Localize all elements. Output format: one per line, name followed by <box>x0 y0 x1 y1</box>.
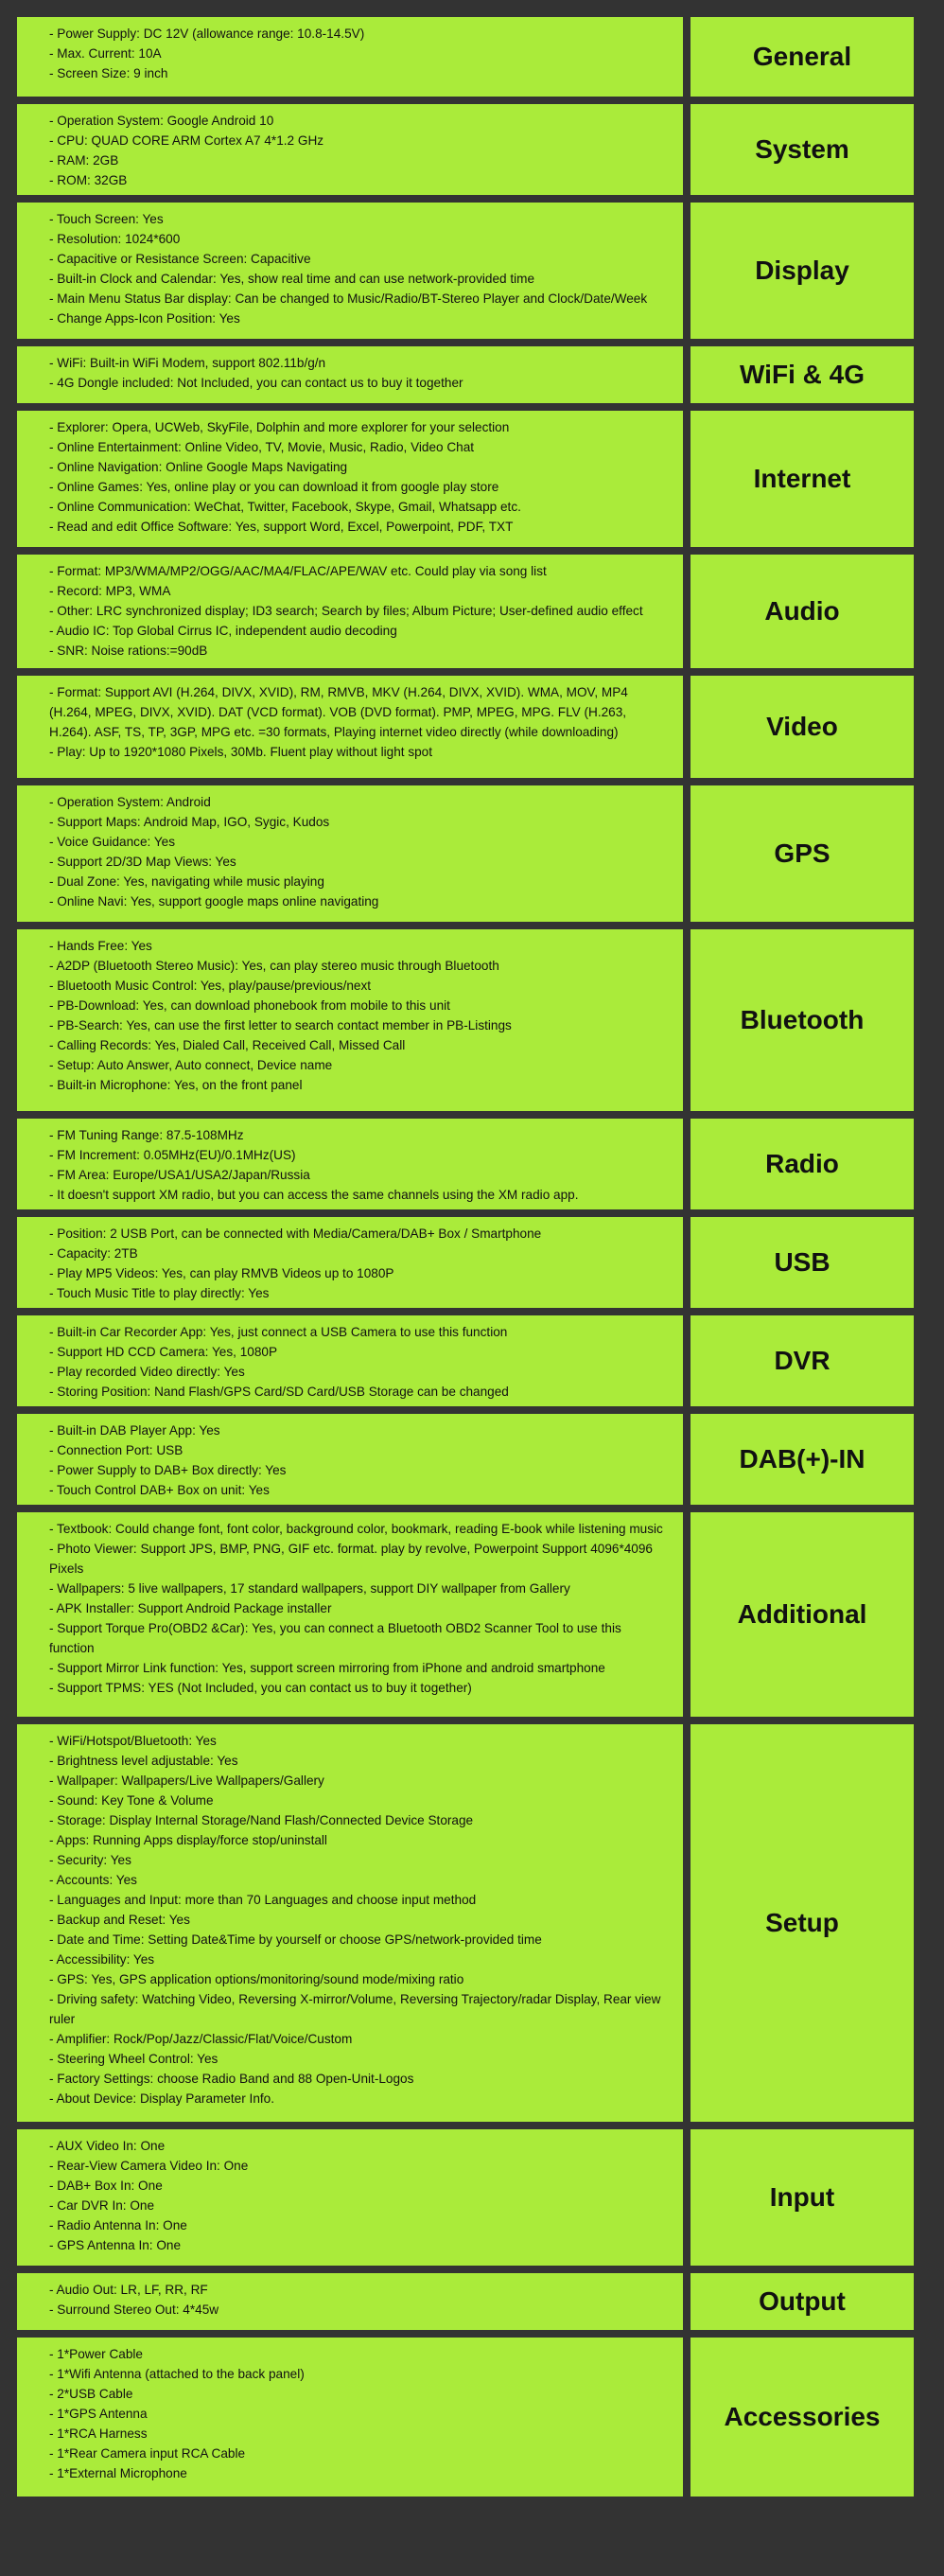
spec-line: - WiFi: Built-in WiFi Modem, support 802.11b/g/n <box>49 356 326 370</box>
spec-details <box>17 1119 683 1209</box>
spec-category-title: General <box>691 17 914 97</box>
spec-line: - Online Entertainment: Online Video, TV, Movie, Music, Radio, Video Chat <box>49 440 475 454</box>
spec-category-title: Additional <box>691 1512 914 1717</box>
spec-line: - RAM: 2GB <box>49 153 119 168</box>
spec-line: - Rear-View Camera Video In: One <box>49 2159 249 2173</box>
spec-line: - Play MP5 Videos: Yes, can play RMVB Videos up to 1080P <box>49 1266 394 1280</box>
spec-line: - 1*Rear Camera input RCA Cable <box>49 2446 246 2461</box>
spec-line: - Support HD CCD Camera: Yes, 1080P <box>49 1345 278 1359</box>
spec-line: - Main Menu Status Bar display: Can be changed to Music/Radio/BT-Stereo Player and Clock/Date/Week <box>49 291 648 306</box>
spec-line: - Support TPMS: YES (Not Included, you can contact us to buy it together) <box>49 1681 472 1695</box>
spec-line: - Change Apps-Icon Position: Yes <box>49 311 240 326</box>
spec-category-title: GPS <box>691 785 914 922</box>
spec-line: - FM Increment: 0.05MHz(EU)/0.1MHz(US) <box>49 1148 296 1162</box>
spec-line: - 2*USB Cable <box>49 2387 133 2401</box>
spec-row <box>17 1315 914 1406</box>
spec-line: - It doesn't support XM radio, but you can access the same channels using the XM radio app. <box>49 1188 579 1202</box>
spec-line: - Textbook: Could change font, font color, background color, bookmark, reading E-book while listening music <box>49 1522 663 1536</box>
spec-category-title: WiFi & 4G <box>691 346 914 403</box>
spec-line: - Languages and Input: more than 70 Languages and choose input method <box>49 1893 477 1907</box>
spec-line: - Photo Viewer: Support JPS, BMP, PNG, GIF etc. format. play by revolve, Powerpoint Support 4096*4096 Pixels <box>49 1542 653 1576</box>
spec-row <box>17 104 914 195</box>
spec-category-title: Input <box>691 2129 914 2266</box>
spec-line: - Wallpapers: 5 live wallpapers, 17 standard wallpapers, support DIY wallpaper from Gallery <box>49 1581 570 1596</box>
spec-row <box>17 929 914 1111</box>
spec-line: - Calling Records: Yes, Dialed Call, Received Call, Missed Call <box>49 1038 406 1052</box>
spec-details <box>17 676 683 778</box>
spec-category-title: Bluetooth <box>691 929 914 1111</box>
spec-line: - Factory Settings: choose Radio Band and 88 Open-Unit-Logos <box>49 2072 414 2086</box>
spec-line: - Capacity: 2TB <box>49 1246 138 1261</box>
spec-line: - Touch Music Title to play directly: Yes <box>49 1286 270 1300</box>
spec-row <box>17 785 914 922</box>
spec-row <box>17 1414 914 1505</box>
spec-line: - Audio Out: LR, LF, RR, RF <box>49 2283 208 2297</box>
spec-line: - Storing Position: Nand Flash/GPS Card/SD Card/USB Storage can be changed <box>49 1385 509 1399</box>
spec-line: - Accounts: Yes <box>49 1873 137 1887</box>
spec-row <box>17 2129 914 2266</box>
spec-row <box>17 17 914 97</box>
spec-line: - Other: LRC synchronized display; ID3 search; Search by files; Album Picture; User-defined audio effect <box>49 604 643 618</box>
spec-category-title: System <box>691 104 914 195</box>
spec-details <box>17 2338 683 2497</box>
spec-details <box>17 1414 683 1505</box>
spec-details <box>17 555 683 668</box>
spec-line: - Dual Zone: Yes, navigating while music playing <box>49 874 324 889</box>
spec-details <box>17 2129 683 2266</box>
spec-line: - Surround Stereo Out: 4*45w <box>49 2303 219 2317</box>
spec-category-title: DAB(+)-IN <box>691 1414 914 1505</box>
spec-line: - Connection Port: USB <box>49 1443 184 1457</box>
spec-line: - GPS Antenna In: One <box>49 2238 182 2252</box>
spec-line: - Format: MP3/WMA/MP2/OGG/AAC/MA4/FLAC/APE/WAV etc. Could play via song list <box>49 564 547 578</box>
spec-line: - Play: Up to 1920*1080 Pixels, 30Mb. Fluent play without light spot <box>49 745 433 759</box>
spec-line: - Backup and Reset: Yes <box>49 1913 190 1927</box>
spec-line: - Car DVR In: One <box>49 2198 155 2213</box>
spec-line: - Online Communication: WeChat, Twitter, Facebook, Skype, Gmail, Whatsapp etc. <box>49 500 521 514</box>
spec-line: - Power Supply to DAB+ Box directly: Yes <box>49 1463 287 1477</box>
spec-row <box>17 411 914 547</box>
spec-line: - A2DP (Bluetooth Stereo Music): Yes, can play stereo music through Bluetooth <box>49 959 499 973</box>
spec-details <box>17 411 683 547</box>
spec-details <box>17 1512 683 1717</box>
spec-line: - Bluetooth Music Control: Yes, play/pause/previous/next <box>49 979 372 993</box>
spec-category-title: Display <box>691 203 914 339</box>
spec-line: - Built-in DAB Player App: Yes <box>49 1423 220 1438</box>
spec-line: - Touch Control DAB+ Box on unit: Yes <box>49 1483 270 1497</box>
spec-line: - Operation System: Android <box>49 795 211 809</box>
spec-line: - ROM: 32GB <box>49 173 128 187</box>
spec-line: - Date and Time: Setting Date&Time by yourself or choose GPS/network-provided time <box>49 1932 542 1947</box>
spec-line: - Amplifier: Rock/Pop/Jazz/Classic/Flat/Voice/Custom <box>49 2032 353 2046</box>
spec-row <box>17 346 914 403</box>
spec-line: - Power Supply: DC 12V (allowance range: 10.8-14.5V) <box>49 26 365 41</box>
spec-line: - Play recorded Video directly: Yes <box>49 1365 245 1379</box>
spec-line: - Capacitive or Resistance Screen: Capacitive <box>49 252 311 266</box>
spec-line: - CPU: QUAD CORE ARM Cortex A7 4*1.2 GHz <box>49 133 324 148</box>
spec-category-title: Radio <box>691 1119 914 1209</box>
spec-line: - Radio Antenna In: One <box>49 2218 187 2232</box>
spec-line: - PB-Download: Yes, can download phonebook from mobile to this unit <box>49 998 450 1013</box>
spec-line: - Read and edit Office Software: Yes, support Word, Excel, Powerpoint, PDF, TXT <box>49 520 514 534</box>
spec-line: - Position: 2 USB Port, can be connected with Media/Camera/DAB+ Box / Smartphone <box>49 1226 542 1241</box>
spec-line: - Apps: Running Apps display/force stop/uninstall <box>49 1833 327 1847</box>
spec-line: - SNR: Noise rations:=90dB <box>49 644 208 658</box>
spec-line: - Touch Screen: Yes <box>49 212 164 226</box>
spec-line: - Accessibility: Yes <box>49 1952 155 1967</box>
spec-line: - Brightness level adjustable: Yes <box>49 1754 238 1768</box>
spec-row <box>17 203 914 339</box>
spec-line: - 1*RCA Harness <box>49 2426 148 2441</box>
spec-category-title: Output <box>691 2273 914 2330</box>
spec-line: - Storage: Display Internal Storage/Nand Flash/Connected Device Storage <box>49 1813 474 1827</box>
spec-line: - Support Mirror Link function: Yes, support screen mirroring from iPhone and android smartphone <box>49 1661 605 1675</box>
spec-line: - Built-in Clock and Calendar: Yes, show real time and can use network-provided time <box>49 272 535 286</box>
spec-line: - PB-Search: Yes, can use the first letter to search contact member in PB-Listings <box>49 1018 512 1032</box>
spec-row <box>17 676 914 778</box>
spec-line: - FM Area: Europe/USA1/USA2/Japan/Russia <box>49 1168 310 1182</box>
spec-line: - About Device: Display Parameter Info. <box>49 2091 274 2106</box>
spec-line: - Steering Wheel Control: Yes <box>49 2052 219 2066</box>
spec-line: - Built-in Microphone: Yes, on the front panel <box>49 1078 303 1092</box>
spec-line: - DAB+ Box In: One <box>49 2179 163 2193</box>
spec-details <box>17 1724 683 2122</box>
spec-line: - 1*Power Cable <box>49 2347 143 2361</box>
spec-line: - Driving safety: Watching Video, Reversing X-mirror/Volume, Reversing Trajectory/radar Display, Rear view ruler <box>49 1992 661 2026</box>
spec-line: - Online Games: Yes, online play or you can download it from google play store <box>49 480 499 494</box>
spec-category-title: Internet <box>691 411 914 547</box>
spec-line: - Built-in Car Recorder App: Yes, just connect a USB Camera to use this function <box>49 1325 508 1339</box>
spec-line: - Sound: Key Tone & Volume <box>49 1793 214 1808</box>
spec-row <box>17 555 914 668</box>
spec-details <box>17 1315 683 1406</box>
spec-line: - Explorer: Opera, UCWeb, SkyFile, Dolphin and more explorer for your selection <box>49 420 510 434</box>
spec-row <box>17 1119 914 1209</box>
spec-line: - 1*Wifi Antenna (attached to the back panel) <box>49 2367 305 2381</box>
spec-category-title: DVR <box>691 1315 914 1406</box>
spec-details <box>17 17 683 97</box>
spec-category-title: USB <box>691 1217 914 1308</box>
spec-line: - Security: Yes <box>49 1853 131 1867</box>
spec-line: - Support 2D/3D Map Views: Yes <box>49 855 236 869</box>
spec-line: - Online Navigation: Online Google Maps Navigating <box>49 460 348 474</box>
spec-row <box>17 1724 914 2122</box>
spec-category-title: Audio <box>691 555 914 668</box>
spec-line: - Hands Free: Yes <box>49 939 152 953</box>
spec-line: - FM Tuning Range: 87.5-108MHz <box>49 1128 244 1142</box>
spec-line: - Format: Support AVI (H.264, DIVX, XVID), RM, RMVB, MKV (H.264, DIVX, XVID). WMA, MOV, MP4 (H.264, MPEG, DIVX, XVID). DAT (VCD format). VOB (DVD format). PMP, MPEG, MPG. FLV (H.263, H.264). ASF, TS, TP, 3GP, MPG etc. =30 formats, Playing internet video directly (while downloading) <box>49 685 628 739</box>
spec-line: - Audio IC: Top Global Cirrus IC, independent audio decoding <box>49 624 397 638</box>
spec-line: - Setup: Auto Answer, Auto connect, Device name <box>49 1058 333 1072</box>
spec-row <box>17 1512 914 1717</box>
spec-line: - Wallpaper: Wallpapers/Live Wallpapers/Gallery <box>49 1773 324 1788</box>
spec-line: - Resolution: 1024*600 <box>49 232 181 246</box>
spec-line: - Operation System: Google Android 10 <box>49 114 274 128</box>
spec-details <box>17 104 683 195</box>
spec-details <box>17 785 683 922</box>
spec-line: - Support Maps: Android Map, IGO, Sygic, Kudos <box>49 815 330 829</box>
spec-line: - Voice Guidance: Yes <box>49 835 176 849</box>
spec-row <box>17 1217 914 1308</box>
spec-line: - 1*External Microphone <box>49 2466 187 2480</box>
spec-line: - WiFi/Hotspot/Bluetooth: Yes <box>49 1734 217 1748</box>
spec-line: - Online Navi: Yes, support google maps online navigating <box>49 894 379 909</box>
spec-details <box>17 1217 683 1308</box>
spec-details <box>17 2273 683 2330</box>
spec-category-title: Accessories <box>691 2338 914 2497</box>
spec-details <box>17 929 683 1111</box>
spec-line: - GPS: Yes, GPS application options/monitoring/sound mode/mixing ratio <box>49 1972 464 1986</box>
spec-line: - Max. Current: 10A <box>49 46 162 61</box>
spec-category-title: Setup <box>691 1724 914 2122</box>
spec-line: - Support Torque Pro(OBD2 &Car): Yes, you can connect a Bluetooth OBD2 Scanner Tool to use this function <box>49 1621 621 1655</box>
spec-line: - Record: MP3, WMA <box>49 584 171 598</box>
spec-row <box>17 2338 914 2497</box>
spec-category-title: Video <box>691 676 914 778</box>
spec-line: - AUX Video In: One <box>49 2139 166 2153</box>
spec-line: - 1*GPS Antenna <box>49 2407 148 2421</box>
spec-row <box>17 2273 914 2330</box>
spec-line: - 4G Dongle included: Not Included, you can contact us to buy it together <box>49 376 463 390</box>
spec-line: - Screen Size: 9 inch <box>49 66 168 80</box>
spec-details <box>17 203 683 339</box>
spec-line: - APK Installer: Support Android Package installer <box>49 1601 332 1615</box>
spec-details <box>17 346 683 403</box>
spec-table <box>17 17 914 2504</box>
